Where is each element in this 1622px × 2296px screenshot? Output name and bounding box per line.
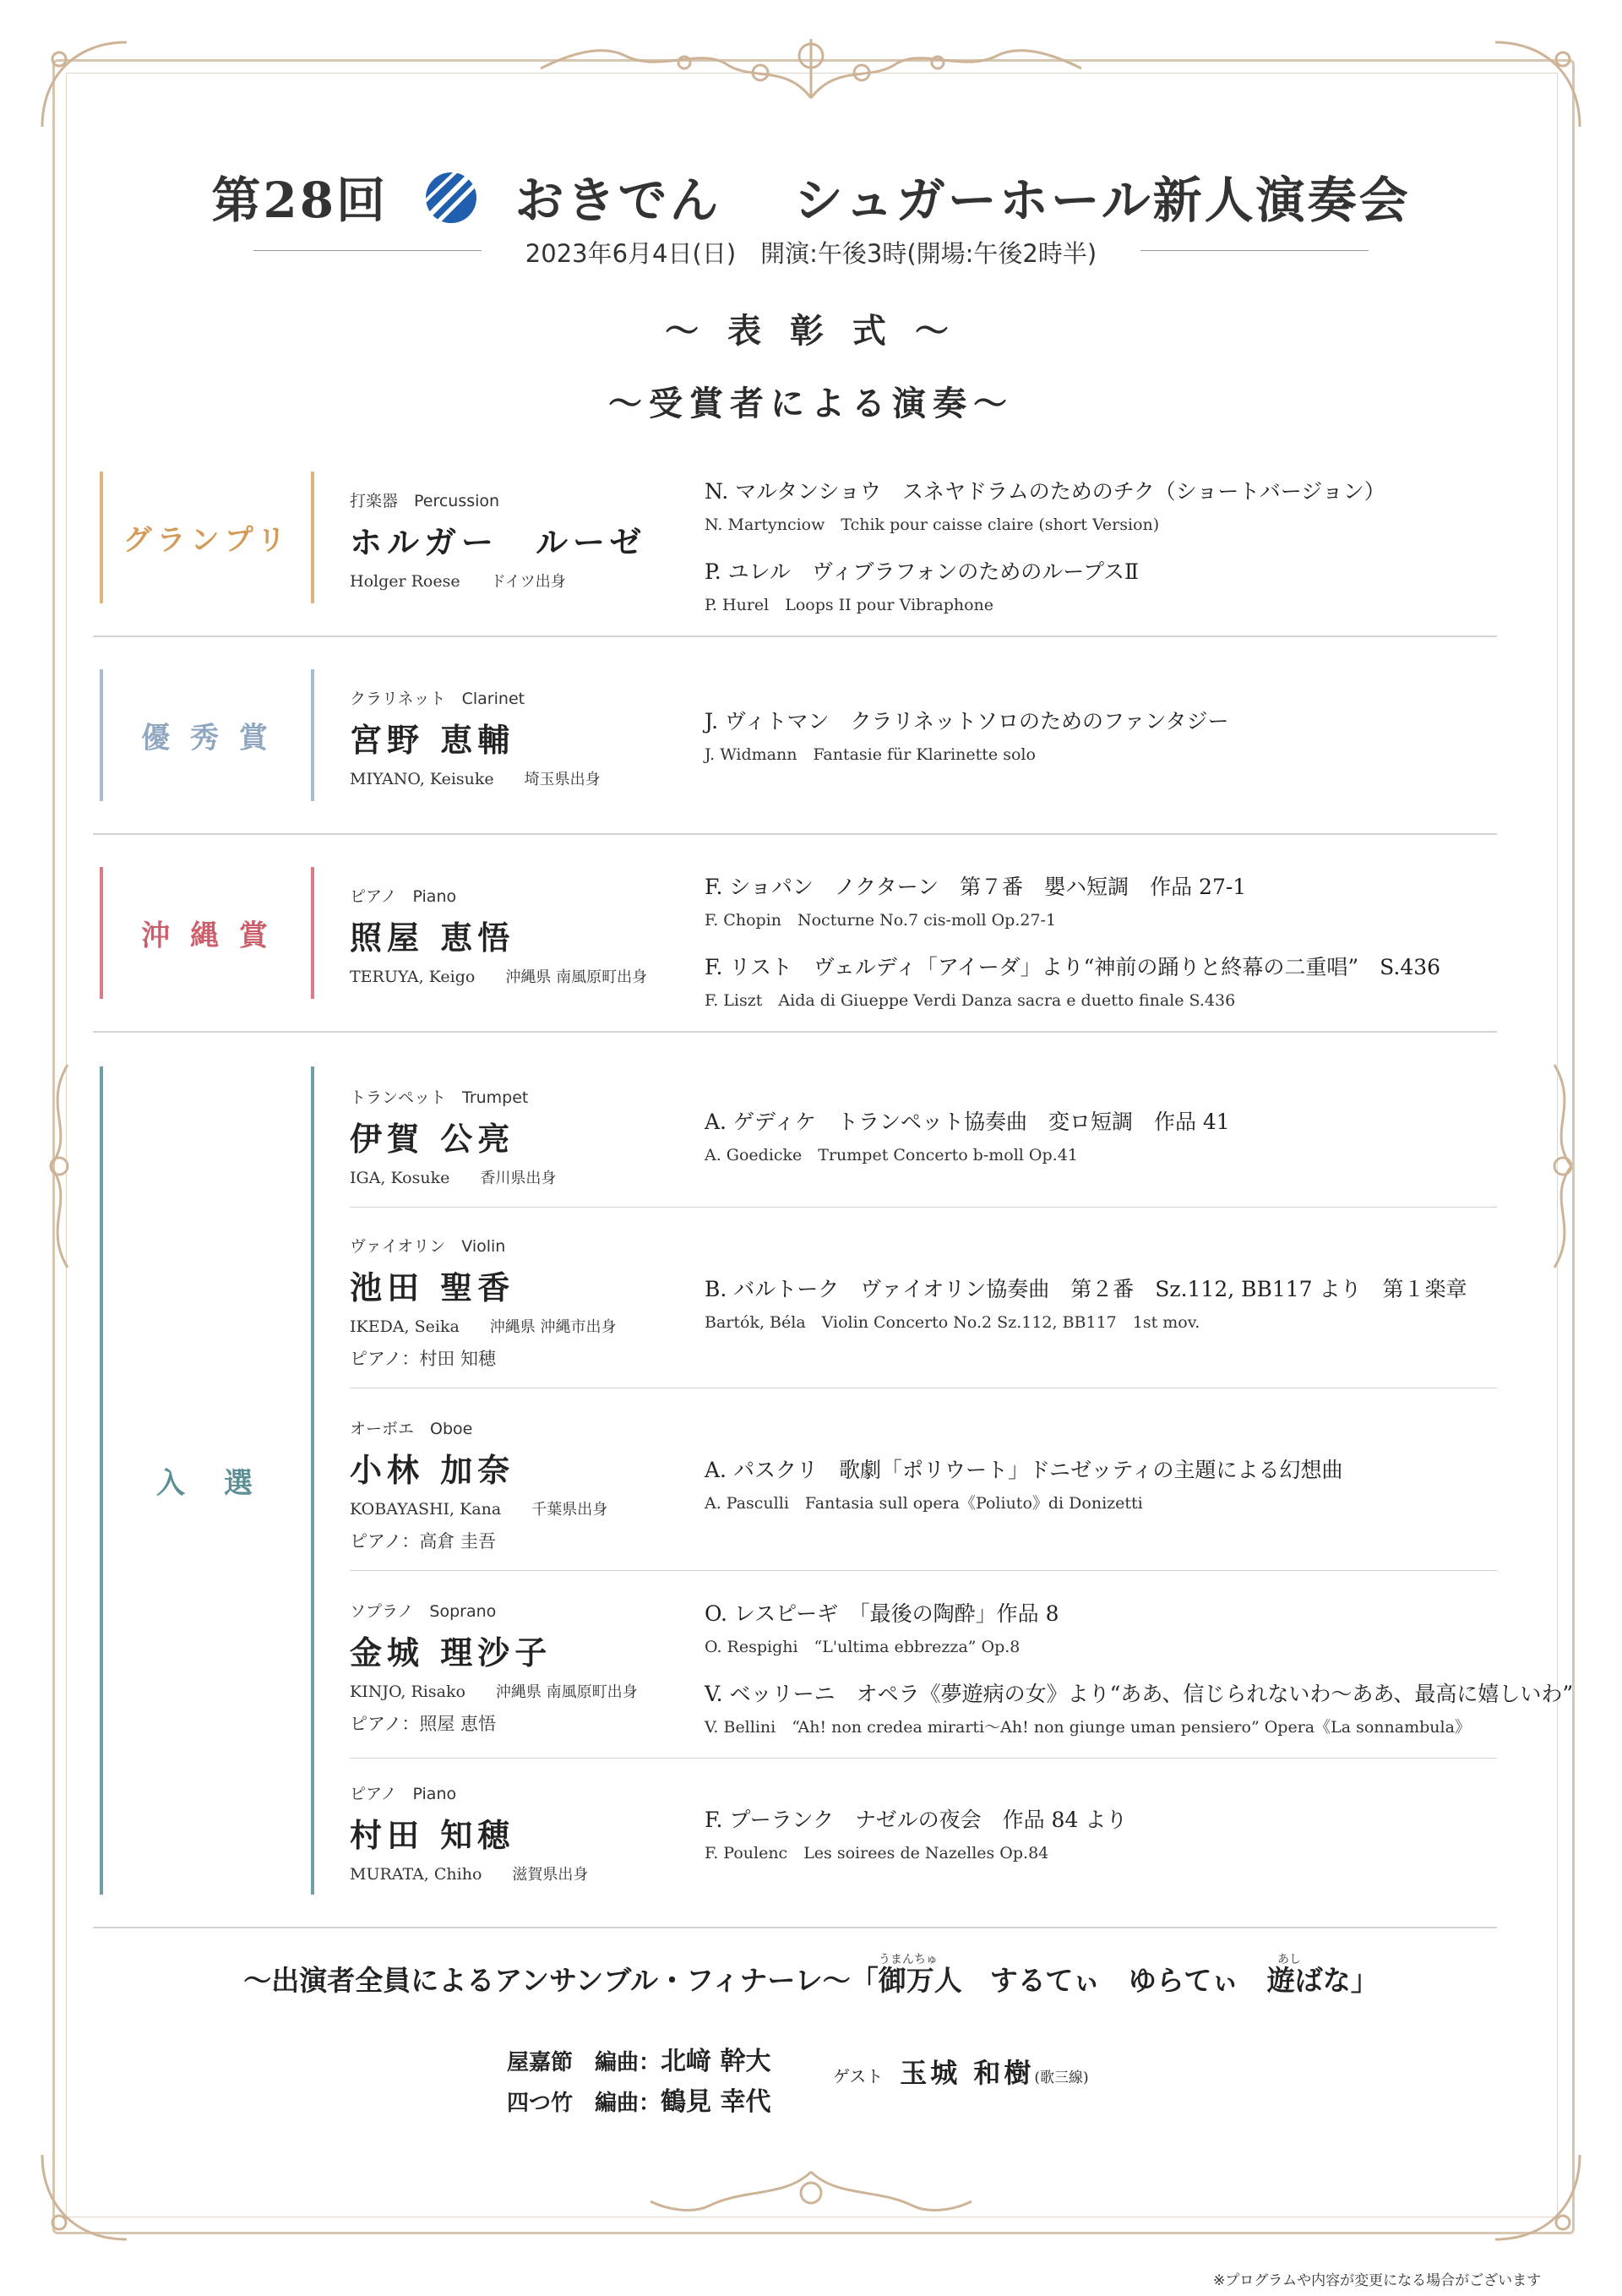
performer-romaji-line — [350, 570, 688, 592]
guest-name: 玉城 和樹 — [900, 2057, 1035, 2089]
performer-romaji: MIYANO, Keisuke — [350, 770, 494, 788]
divider — [93, 635, 1497, 637]
performer-instrument: ヴァイオリン Violin — [350, 1237, 506, 1256]
corner-ornament-icon — [1487, 34, 1588, 135]
work-title-ja: O. レスピーギ 「最後の陶酔」作品 8 — [705, 1601, 1059, 1626]
work-title-ja: P. ユレル ヴィブラフォンのためのループスⅡ — [705, 559, 1140, 584]
work-title-en: F. Poulenc Les soirees de Nazelles Op.84 — [705, 1844, 1049, 1862]
performer-name: 宮野 恵輔 — [350, 721, 515, 759]
award-bracket-excellence — [100, 669, 314, 801]
performer-instrument: 打楽器 Percussion — [350, 492, 500, 510]
title-brand: おきでん — [514, 172, 721, 229]
performer-romaji: KOBAYASHI, Kana — [350, 1500, 502, 1519]
program-list — [705, 705, 1549, 765]
corner-ornament-icon — [34, 2146, 135, 2248]
work-title-en: J. Widmann Fantasie für Klarinette solo — [705, 745, 1036, 764]
performer-name: 照屋 恵悟 — [350, 919, 515, 957]
work-title-en: A. Goedicke Trumpet Concerto b-moll Op.41 — [705, 1146, 1078, 1164]
corner-ornament-icon — [34, 34, 135, 135]
date-line: 2023年6月4日(日) 開演:午後3時(開場:午後2時半) — [253, 235, 1369, 270]
subtitle-ceremony: 〜 表 彰 式 〜 — [665, 311, 957, 351]
performer-instrument: ピアノ Piano — [350, 887, 457, 906]
work-title-ja: F. プーランク ナゼルの夜会 作品 84 より — [705, 1808, 1128, 1832]
work-title-en: F. Liszt Aida di Giueppe Verdi Danza sacra e duetto finale S.436 — [705, 991, 1236, 1010]
work-title-en: A. Pasculli Fantasia sull opera《Poliuto》di Donizetti — [705, 1494, 1143, 1513]
program-list — [705, 1597, 1574, 1737]
guest-label: ゲスト — [833, 2066, 884, 2086]
award-bracket-grand-prix — [100, 472, 314, 603]
performer-instrument: ピアノ Piano — [350, 1785, 457, 1803]
accompanist: ピアノ：村田 知穂 — [350, 1349, 496, 1369]
award-bracket-okinawa — [100, 867, 314, 999]
subtitle-performance: 〜受賞者による演奏〜 — [608, 384, 1014, 423]
program-list — [705, 1105, 1549, 1165]
performer-name: 金城 理沙子 — [350, 1633, 552, 1672]
work-title-ja: B. バルトーク ヴァイオリン協奏曲 第２番 Sz.112, BB117 より 第１楽章 — [705, 1277, 1467, 1301]
work-title-ja: F. ショパン ノクターン 第７番 嬰ハ短調 作品 27-1 — [705, 875, 1247, 899]
performer-romaji: MURATA, Chiho — [350, 1865, 482, 1884]
performer-romaji: TERUYA, Keigo — [350, 968, 476, 986]
performer-romaji: KINJO, Risako — [350, 1682, 465, 1701]
work-title-en: N. Martynciow Tchik pour caisse claire (short Version) — [705, 515, 1160, 534]
ruby-ashi: あし — [1277, 1953, 1301, 1966]
performer-instrument: クラリネット Clarinet — [350, 690, 525, 708]
award-label: 沖 縄 賞 — [141, 919, 273, 953]
performer-instrument: オーボエ Oboe — [350, 1420, 473, 1438]
performer-block — [350, 1781, 688, 1884]
guest-instrument: (歌三線) — [1034, 2070, 1089, 2086]
work-title-ja: V. ベッリーニ オペラ《夢遊病の女》より“ああ、信じられないわ〜ああ、最高に嬉しいわ” — [705, 1682, 1574, 1706]
arranger-name: 北﨑 幹大 — [661, 2047, 771, 2076]
divider — [350, 1207, 1497, 1208]
footer-note: ※プログラムや内容が変更になる場合がございます — [1213, 2272, 1542, 2289]
work-title-ja: J. ヴィトマン クラリネットソロのためのファンタジー — [705, 709, 1229, 734]
performer-block — [350, 488, 688, 592]
performer-block — [350, 1085, 688, 1188]
accompanist: ピアノ：照屋 恵悟 — [350, 1714, 496, 1734]
divider — [93, 1031, 1497, 1033]
performer-romaji-line — [350, 1315, 688, 1337]
title-prefix: 第28回 — [211, 172, 389, 229]
corner-ornament-icon — [1487, 2146, 1588, 2248]
performer-romaji-line — [350, 767, 688, 789]
arranger-label: 四つ竹 編曲： — [507, 2091, 661, 2116]
performer-name: 小林 加奈 — [350, 1451, 515, 1489]
performer-romaji: Holger Roese — [350, 572, 460, 591]
work-title-ja: A. ゲディケ トランペット協奏曲 変ロ短調 作品 41 — [705, 1110, 1230, 1134]
work-title-ja: N. マルタンショウ スネヤドラムのためのチク（ショートバージョン） — [705, 479, 1385, 504]
performer-hometown: 埼玉県出身 — [524, 771, 601, 788]
performer-romaji-line — [350, 1497, 688, 1519]
award-bracket-selected — [100, 1066, 314, 1895]
program-list — [705, 870, 1549, 1011]
performer-block — [350, 1599, 688, 1736]
guest-line — [833, 2052, 1089, 2091]
work-title-en: V. Bellini “Ah! non credea mirarti〜Ah! non giunge uman pensiero” Opera《La sonnambula》 — [705, 1718, 1471, 1737]
right-side-ornament-icon — [1538, 1056, 1588, 1276]
performer-block — [350, 884, 688, 987]
left-side-ornament-icon — [34, 1056, 84, 1276]
top-ornament-icon — [473, 30, 1149, 106]
ruby-umanchu: うまんちゅ — [879, 1953, 938, 1966]
performer-romaji: IGA, Kosuke — [350, 1169, 450, 1187]
award-label: グランプリ — [122, 523, 291, 558]
program-list — [705, 475, 1549, 615]
work-title-ja: A. パスクリ 歌劇「ポリウート」ドニゼッティの主題による幻想曲 — [705, 1458, 1343, 1482]
work-title-en: Bartók, Béla Violin Concerto No.2 Sz.112, BB117 1st mov. — [705, 1313, 1200, 1332]
divider — [350, 1758, 1497, 1759]
performer-name: 池田 聖香 — [350, 1268, 515, 1306]
performer-hometown: 沖縄県 南風原町出身 — [505, 968, 648, 986]
performer-name: 伊賀 公亮 — [350, 1120, 515, 1158]
performer-instrument: ソプラノ Soprano — [350, 1602, 497, 1621]
work-title-en: O. Respighi “L'ultima ebbrezza” Op.8 — [705, 1638, 1021, 1656]
program-list — [705, 1273, 1549, 1333]
performer-hometown: 滋賀県出身 — [512, 1866, 589, 1884]
performer-romaji-line — [350, 965, 688, 987]
title-main: シュガーホール新人演奏会 — [793, 172, 1411, 229]
performer-hometown: 香川県出身 — [480, 1170, 557, 1187]
brand-logo-icon — [417, 170, 485, 237]
divider — [93, 833, 1497, 835]
arranger-name: 鶴見 幸代 — [661, 2087, 771, 2117]
work-title-ja: F. リスト ヴェルディ「アイーダ」より“神前の踊りと終幕の二重唱” S.436 — [705, 955, 1441, 979]
arranger-line — [507, 2040, 770, 2077]
performer-instrument: トランペット Trumpet — [350, 1088, 529, 1107]
award-label: 優 秀 賞 — [141, 721, 273, 755]
work-title-en: P. Hurel Loops II pour Vibraphone — [705, 596, 994, 614]
performer-romaji-line — [350, 1862, 688, 1884]
divider — [93, 1927, 1497, 1928]
performer-hometown: 沖縄県 南風原町出身 — [495, 1683, 638, 1701]
work-title-en: F. Chopin Nocturne No.7 cis-moll Op.27-1 — [705, 911, 1057, 930]
performer-block — [350, 686, 688, 789]
performer-romaji-line — [350, 1166, 688, 1188]
performer-hometown: ドイツ出身 — [490, 573, 566, 591]
arranger-label: 屋嘉節 編曲： — [507, 2050, 661, 2075]
performer-name: 村田 知穂 — [350, 1816, 515, 1854]
performer-name: ホルガー ルーゼ — [350, 523, 647, 561]
program-list — [705, 1803, 1549, 1863]
performer-romaji-line — [350, 1680, 688, 1702]
performer-hometown: 沖縄県 沖縄市出身 — [489, 1318, 617, 1336]
performer-hometown: 千葉県出身 — [531, 1501, 608, 1519]
program-list — [705, 1453, 1549, 1513]
bottom-ornament-icon — [642, 2163, 980, 2222]
performer-block — [350, 1416, 688, 1553]
arranger-line — [507, 2081, 770, 2118]
finale-title: 〜出演者全員によるアンサンブル・フィナーレ〜「御万人 するてぃ ゆらてぃ 遊ばな」 — [243, 1964, 1379, 1997]
award-label: 入 選 — [156, 1466, 258, 1501]
performer-romaji: IKEDA, Seika — [350, 1317, 460, 1336]
performer-block — [350, 1234, 688, 1371]
accompanist: ピアノ：高倉 圭吾 — [350, 1531, 496, 1552]
page-title — [0, 161, 1622, 237]
divider — [350, 1570, 1497, 1571]
